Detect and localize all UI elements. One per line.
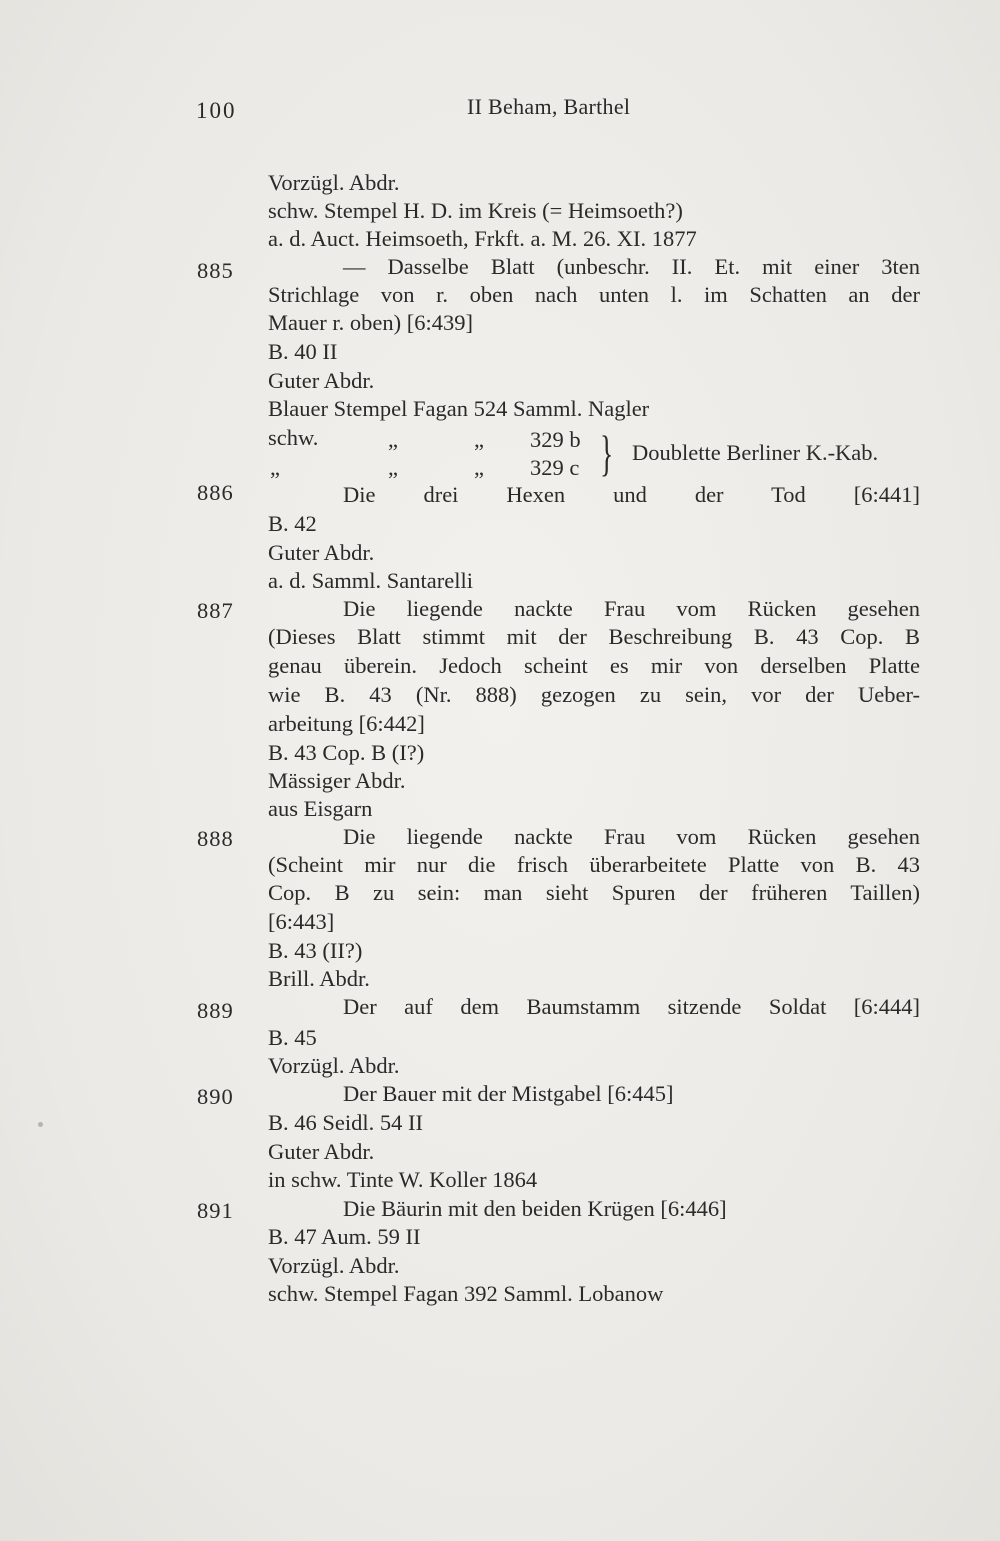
text-line: Brill. Abdr. — [268, 966, 370, 991]
entry-number: 887 — [197, 598, 234, 623]
text-line: Der auf dem Baumstamm sitzende Soldat [6:444] — [343, 994, 920, 1019]
entry-number: 889 — [197, 998, 234, 1023]
entry-number: 888 — [197, 826, 234, 851]
text-line: B. 46 Seidl. 54 II — [268, 1110, 423, 1135]
text-line: B. 40 II — [268, 339, 338, 364]
brace-mark: } — [600, 425, 614, 481]
text-line: B. 43 Cop. B (I?) — [268, 740, 425, 765]
text-line: Guter Abdr. — [268, 368, 375, 393]
text-line: Guter Abdr. — [268, 540, 375, 565]
text-line: B. 47 Aum. 59 II — [268, 1224, 421, 1249]
text-line: B. 42 — [268, 511, 317, 536]
entry-number: 891 — [197, 1198, 234, 1223]
doublette-number: 329 c — [530, 455, 580, 480]
entry-number: 885 — [197, 258, 234, 283]
doublette-number: 329 b — [530, 427, 581, 452]
text-line: Strichlage von r. oben nach unten l. im Schatten an der — [268, 282, 920, 307]
text-line: a. d. Samml. Santarelli — [268, 568, 473, 593]
text-line: Guter Abdr. — [268, 1139, 375, 1164]
text-line: Vorzügl. Abdr. — [268, 1053, 400, 1078]
text-line: aus Eisgarn — [268, 796, 373, 821]
page-number: 100 — [196, 98, 237, 123]
text-line: arbeitung [6:442] — [268, 711, 425, 736]
text-line: wie B. 43 (Nr. 888) gezogen zu sein, vor der Ueber- — [268, 682, 920, 707]
text-line: Die liegende nackte Frau vom Rücken gesehen — [343, 596, 920, 621]
paper-speck — [38, 1122, 43, 1127]
text-line: schw. Stempel Fagan 392 Samml. Lobanow — [268, 1281, 664, 1306]
text-line: Der Bauer mit der Mistgabel [6:445] — [343, 1081, 674, 1106]
text-line: (Scheint mir nur die frisch überarbeitete Platte von B. 43 — [268, 852, 920, 877]
text-line: a. d. Auct. Heimsoeth, Frkft. a. M. 26. XI. 1877 — [268, 226, 697, 251]
ditto-mark: „ — [388, 427, 398, 452]
text-line: Die liegende nackte Frau vom Rücken gesehen — [343, 824, 920, 849]
doublette-stamp-label: schw. — [268, 425, 319, 450]
text-line: Blauer Stempel Fagan 524 Samml. Nagler — [268, 396, 650, 421]
text-line: (Dieses Blatt stimmt mit der Beschreibung B. 43 Cop. B — [268, 624, 920, 649]
text-line: [6:443] — [268, 909, 335, 934]
text-line: Mässiger Abdr. — [268, 768, 406, 793]
ditto-mark: „ — [474, 455, 484, 480]
text-line: Die drei Hexen und der Tod [6:441] — [343, 482, 920, 507]
text-line: Mauer r. oben) [6:439] — [268, 310, 473, 335]
text-line: B. 45 — [268, 1025, 317, 1050]
running-head: II Beham, Barthel — [467, 94, 631, 119]
text-line: Die Bäurin mit den beiden Krügen [6:446] — [343, 1196, 727, 1221]
text-line: schw. Stempel H. D. im Kreis (= Heimsoeth?) — [268, 198, 683, 223]
ditto-mark: „ — [474, 427, 484, 452]
doublette-block — [268, 425, 920, 483]
entry-number: 890 — [197, 1084, 234, 1109]
ditto-mark: „ — [388, 455, 398, 480]
ditto-mark: „ — [270, 455, 280, 480]
text-line: Vorzügl. Abdr. — [268, 1253, 400, 1278]
entry-number: 886 — [197, 480, 234, 505]
text-line: Cop. B zu sein: man sieht Spuren der früheren Taillen) — [268, 880, 920, 905]
text-line: B. 43 (II?) — [268, 938, 363, 963]
text-line: genau überein. Jedoch scheint es mir von derselben Platte — [268, 653, 920, 678]
doublette-note: Doublette Berliner K.-Kab. — [632, 440, 879, 465]
text-line: in schw. Tinte W. Koller 1864 — [268, 1167, 538, 1192]
text-line: Vorzügl. Abdr. — [268, 170, 400, 195]
text-line: — Dasselbe Blatt (unbeschr. II. Et. mit einer 3ten — [343, 254, 920, 279]
